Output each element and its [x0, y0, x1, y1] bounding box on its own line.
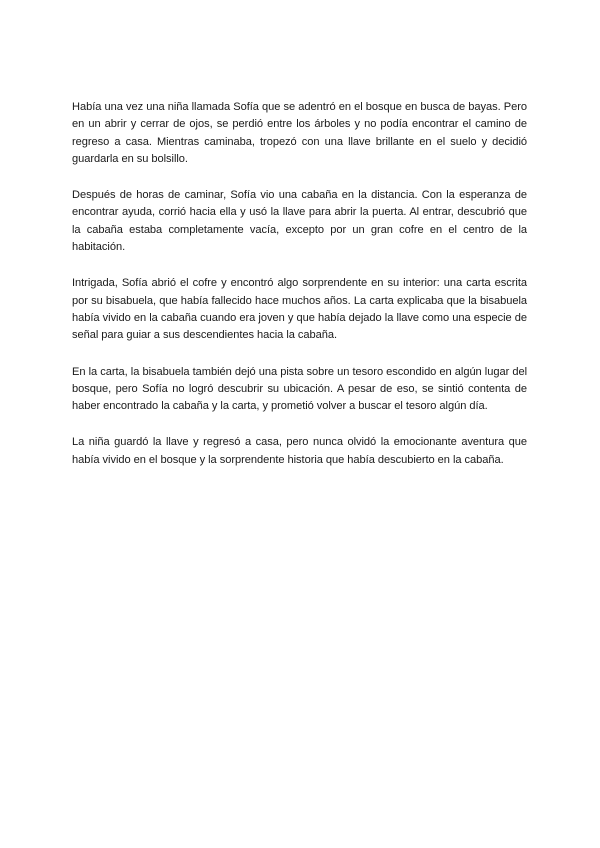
document-body [72, 99, 527, 488]
paragraph-4: En la carta, la bisabuela también dejó una pista sobre un tesoro escondido en algún lugar del bosque, pero Sofía no logró descubrir su ubicación. A pesar de eso, se sintió contenta de haber encontrado la cabaña y la carta, y prometió volver a buscar el tesoro algún día. [72, 365, 527, 413]
paragraph-3: Intrigada, Sofía abrió el cofre y encontró algo sorprendente en su interior: una carta escrita por su bisabuela, que había fallecido hace muchos años. La carta explicaba que la bisabuela había vivido en la cabaña cuando era joven y que había dejado la llave como una especie de señal para guiar a sus descendientes hacia la cabaña. [72, 277, 527, 342]
paragraph-1: Había una vez una niña llamada Sofía que se adentró en el bosque en busca de bayas. Pero en un abrir y cerrar de ojos, se perdió entre los árboles y no podía encontrar el camino de regreso a casa. Mientras caminaba, tropezó con una llave brillante en el suelo y decidió guardarla en su bolsillo. [72, 101, 527, 165]
paragraph-2: Después de horas de caminar, Sofía vio una cabaña en la distancia. Con la esperanza de encontrar ayuda, corrió hacia ella y usó la llave para abrir la puerta. Al entrar, descubrió que la cabaña estaba completamente vacía, excepto por un gran cofre en el centro de la habitación. [72, 189, 527, 254]
paragraph-5: La niña guardó la llave y regresó a casa, pero nunca olvidó la emocionante aventura que había vivido en el bosque y la sorprendente historia que había descubierto en la cabaña. [72, 436, 527, 466]
